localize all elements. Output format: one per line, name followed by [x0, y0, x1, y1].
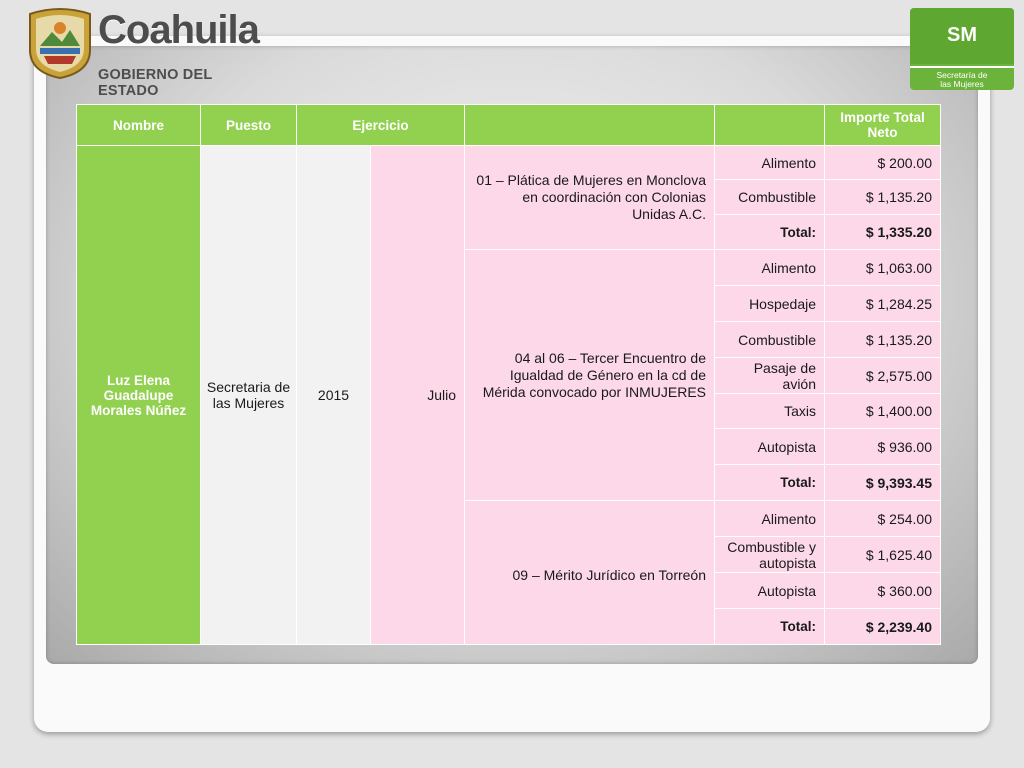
- expense-concept: Pasaje de avión: [715, 358, 825, 394]
- column-header-ejercicio: Ejercicio: [297, 105, 465, 146]
- person-position: Secretaria de las Mujeres: [201, 146, 297, 645]
- expense-amount: $ 200.00: [825, 146, 941, 180]
- expense-concept: Autopista: [715, 573, 825, 609]
- table-row: [77, 146, 941, 180]
- expense-concept: Combustible: [715, 322, 825, 358]
- expense-concept: Alimento: [715, 250, 825, 286]
- column-header-nombre: Nombre: [77, 105, 201, 146]
- expense-amount: $ 1,400.00: [825, 394, 941, 429]
- expense-concept: Taxis: [715, 394, 825, 429]
- coat-of-arms-icon: [24, 6, 96, 80]
- person-name: Luz Elena Guadalupe Morales Núñez: [77, 146, 201, 645]
- logo-initials: SM: [947, 24, 977, 46]
- expense-concept: Alimento: [715, 501, 825, 537]
- expense-amount: $ 360.00: [825, 573, 941, 609]
- expense-concept: Alimento: [715, 146, 825, 180]
- column-header-puesto: Puesto: [201, 105, 297, 146]
- activity-description: 04 al 06 – Tercer Encuentro de Igualdad de Género en la cd de Mérida convocado por INMUJERES: [465, 250, 715, 501]
- expense-amount: $ 254.00: [825, 501, 941, 537]
- expense-concept: Autopista: [715, 429, 825, 465]
- total-amount: $ 9,393.45: [825, 465, 941, 501]
- column-header-importe: Importe Total Neto: [825, 105, 941, 146]
- expenses-table: [76, 104, 941, 645]
- expense-concept: Combustible: [715, 180, 825, 215]
- expense-amount: $ 1,063.00: [825, 250, 941, 286]
- total-amount: $ 2,239.40: [825, 609, 941, 645]
- activity-description: 01 – Plática de Mujeres en Monclova en coordinación con Colonias Unidas A.C.: [465, 146, 715, 250]
- expense-amount: $ 2,575.00: [825, 358, 941, 394]
- total-label: Total:: [715, 465, 825, 501]
- expense-amount: $ 1,284.25: [825, 286, 941, 322]
- total-label: Total:: [715, 609, 825, 645]
- expense-amount: $ 1,135.20: [825, 322, 941, 358]
- brand-name: Coahuila: [98, 8, 259, 52]
- coahuila-logo: [24, 6, 264, 99]
- column-header-blank-2: [715, 105, 825, 146]
- logo-tagline-line1: Secretaría de: [936, 70, 988, 80]
- secretaria-logo: [910, 8, 1014, 90]
- total-amount: $ 1,335.20: [825, 215, 941, 250]
- brand-subtitle: GOBIERNO DEL ESTADO: [98, 67, 213, 99]
- expense-concept: Combustible y autopista: [715, 537, 825, 573]
- table-header-row: [77, 105, 941, 146]
- column-header-blank-1: [465, 105, 715, 146]
- logo-tagline: [910, 71, 1014, 89]
- activity-description: 09 – Mérito Jurídico en Torreón: [465, 501, 715, 645]
- fiscal-year: 2015: [297, 146, 371, 645]
- logo-tagline-line2: las Mujeres: [940, 79, 984, 89]
- total-label: Total:: [715, 215, 825, 250]
- expense-amount: $ 1,135.20: [825, 180, 941, 215]
- expense-concept: Hospedaje: [715, 286, 825, 322]
- month: Julio: [371, 146, 465, 645]
- expense-amount: $ 1,625.40: [825, 537, 941, 573]
- expense-amount: $ 936.00: [825, 429, 941, 465]
- logo-divider: [910, 66, 1014, 68]
